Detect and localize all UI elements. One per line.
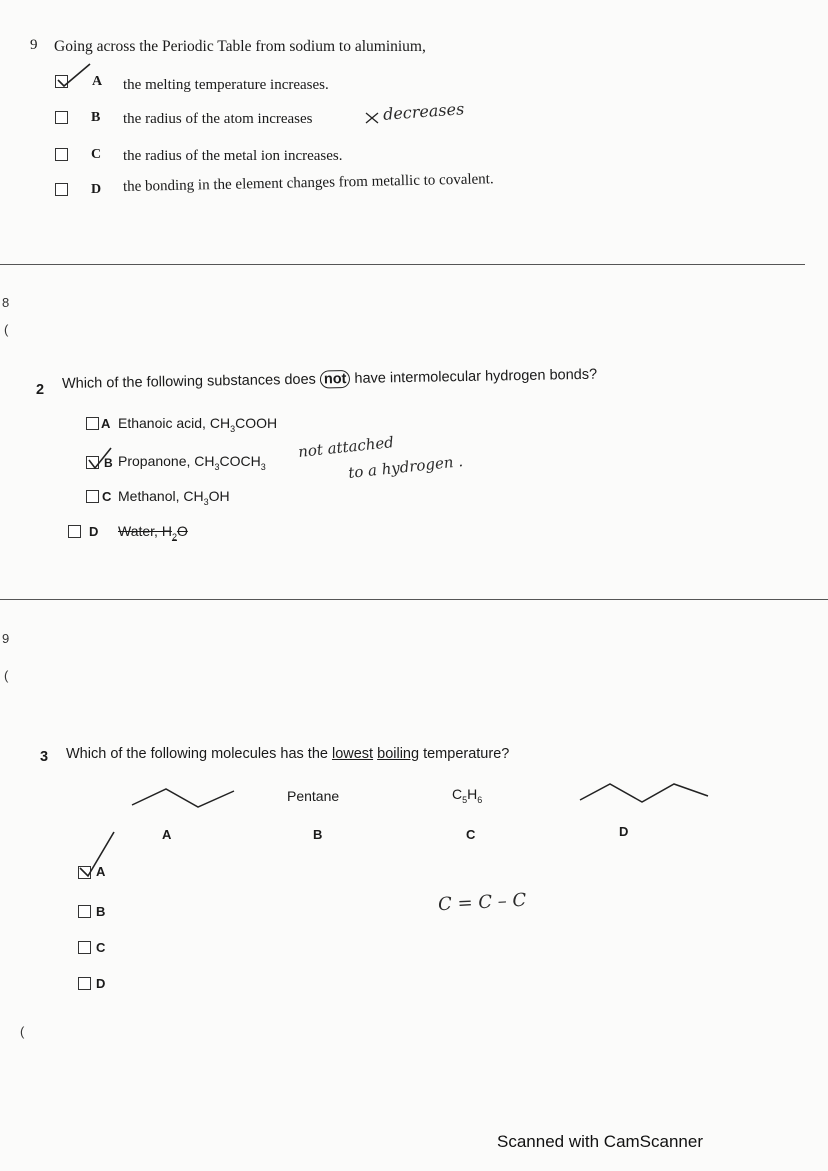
- q2-stem: [62, 367, 597, 392]
- q3-checkbox-b[interactable]: [78, 905, 91, 918]
- q3-number: 3: [40, 749, 49, 765]
- molecule-c-h: H: [467, 786, 478, 802]
- molecule-d-skeletal: [576, 778, 716, 812]
- q9-checkbox-d[interactable]: [55, 183, 68, 196]
- margin-bracket: (: [4, 668, 9, 683]
- molecule-label-b: B: [313, 827, 323, 842]
- q9-option-b: the radius of the atom increases: [123, 111, 313, 127]
- q3-stem-boiling: boiling: [377, 746, 420, 762]
- q2-number: 2: [36, 382, 45, 398]
- q3-handwriting-structure: C = C – C: [437, 889, 527, 916]
- q2-letter-d: D: [89, 524, 99, 539]
- q2-checkbox-a[interactable]: [86, 417, 99, 430]
- q2-option-c-text: Methanol, CH: [118, 488, 204, 504]
- molecule-c-sub2: 6: [477, 794, 483, 805]
- margin-bracket: (: [4, 322, 9, 337]
- q9-stem: Going across the Periodic Table from sodium to aluminium,: [54, 38, 426, 55]
- molecule-b-name: Pentane: [287, 788, 340, 804]
- q3-letter-d: D: [96, 976, 106, 991]
- q2-handwriting-hydrogen: to a hydrogen .: [347, 452, 464, 482]
- q2-option-a-tail: COOH: [235, 415, 278, 431]
- margin-number-8: 8: [2, 295, 10, 310]
- molecule-c-formula: [452, 786, 482, 805]
- q2-option-d-tail: O: [176, 523, 188, 539]
- q2-option-d-text: Water, H: [118, 523, 172, 539]
- q9-checkbox-b[interactable]: [55, 111, 68, 124]
- q9-letter-d: D: [91, 182, 102, 197]
- q2-option-d-sub: 2: [171, 531, 177, 542]
- q9-number: 9: [30, 37, 38, 53]
- divider-1: [0, 264, 805, 265]
- q9-checkbox-c[interactable]: [55, 148, 68, 161]
- q2-letter-a: A: [101, 416, 111, 431]
- q3-stem-before: Which of the following molecules has the: [66, 746, 328, 762]
- q2-option-c-sub: 3: [203, 496, 209, 507]
- q2-handwriting-attached: not attached: [297, 433, 395, 461]
- q2-option-b: [118, 453, 266, 472]
- q3-letter-b: B: [96, 904, 106, 919]
- divider-2: [0, 599, 828, 600]
- q2-letter-b: B: [104, 456, 113, 470]
- margin-bracket: (: [20, 1024, 25, 1039]
- molecule-c-c: C: [452, 786, 463, 802]
- q2-option-b-text: Propanone, CH: [118, 453, 215, 469]
- q3-letter-a: A: [96, 864, 106, 879]
- molecule-c-sub1: 5: [462, 794, 468, 805]
- q3-checkbox-d[interactable]: [78, 977, 91, 990]
- q9-letter-b: B: [91, 110, 101, 125]
- q9-option-d: the bonding in the element changes from metallic to covalent.: [122, 171, 494, 195]
- q9-letter-a: A: [92, 74, 103, 89]
- q9-letter-c: C: [91, 147, 102, 162]
- molecule-label-a: A: [162, 827, 172, 842]
- q2-checkbox-d[interactable]: [68, 525, 81, 538]
- q2-stem-before: Which of the following substances does: [61, 371, 317, 392]
- q2-option-b-sub2: 3: [260, 461, 266, 472]
- check-mark-icon: [54, 62, 94, 88]
- q2-option-b-tail: COCH: [219, 453, 261, 469]
- scanner-watermark: Scanned with CamScanner: [497, 1132, 704, 1151]
- q9-handwriting-decreases: decreases: [382, 99, 465, 124]
- q2-checkbox-c[interactable]: [86, 490, 99, 503]
- q9-option-c: the radius of the metal ion increases.: [123, 148, 343, 164]
- q2-option-d: [118, 523, 188, 542]
- q2-stem-after: have intermolecular hydrogen bonds?: [354, 366, 598, 387]
- q2-option-a-text: Ethanoic acid, CH: [118, 415, 231, 431]
- q2-letter-c: C: [102, 489, 112, 504]
- q2-option-c-tail: OH: [208, 488, 230, 504]
- molecule-label-c: C: [466, 827, 476, 842]
- q3-stem-after: temperature?: [423, 746, 510, 762]
- q2-option-a-sub: 3: [230, 423, 236, 434]
- molecule-label-d: D: [619, 824, 629, 839]
- q2-stem-not: not: [320, 370, 351, 389]
- margin-number-9: 9: [2, 631, 10, 646]
- q2-option-c: [118, 488, 230, 507]
- molecule-a-skeletal: [128, 783, 238, 813]
- q3-letter-c: C: [96, 940, 106, 955]
- q2-option-b-sub: 3: [214, 461, 220, 472]
- strike-mark-icon: [364, 111, 380, 125]
- q3-checkbox-c[interactable]: [78, 941, 91, 954]
- q2-option-a: [118, 415, 277, 434]
- q9-option-a: the melting temperature increases.: [123, 77, 329, 93]
- q3-stem: [66, 746, 509, 762]
- q3-stem-lowest: lowest: [331, 746, 374, 762]
